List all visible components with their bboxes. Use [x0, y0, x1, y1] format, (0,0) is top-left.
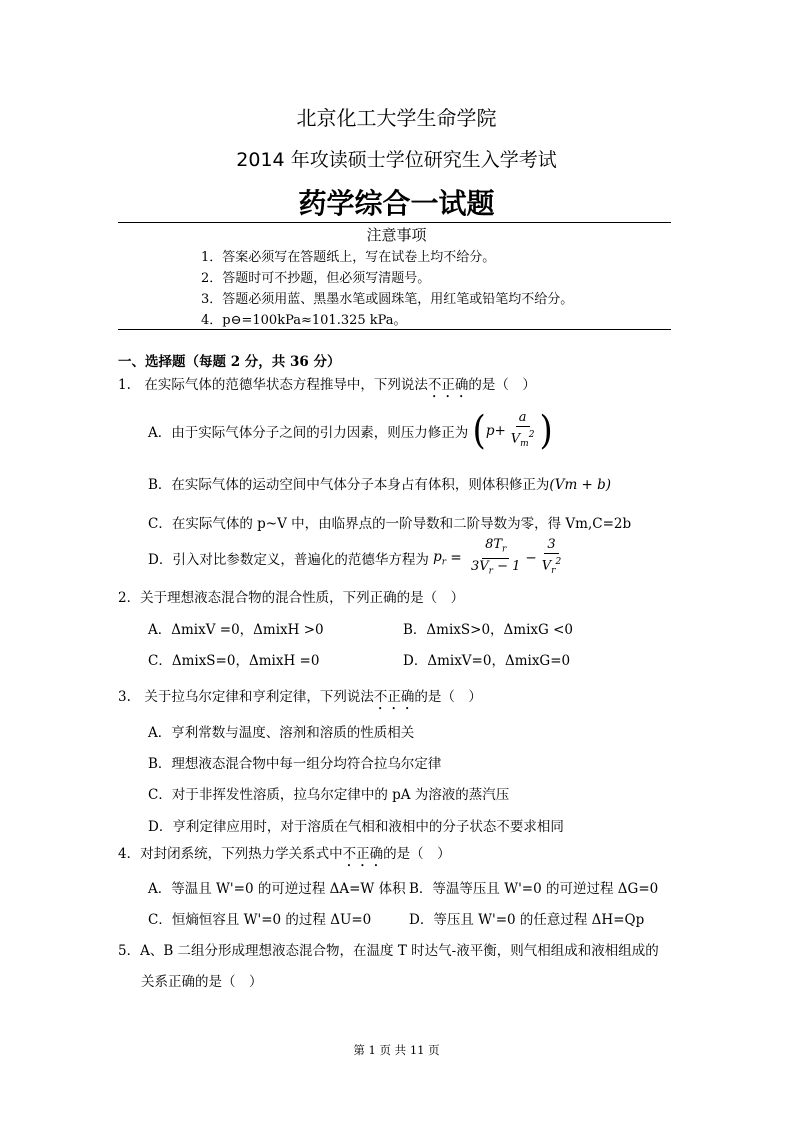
q1-stem [118, 373, 536, 401]
q1-a-formula-fraction: $\frac{a}{V_m^2}$ [510, 410, 535, 449]
q4-option-b: B．等温等压且 W'=0 的可逆过程 ΔG=0 [409, 881, 659, 897]
q4-option-a: A．等温且 W'=0 的可逆过程 ΔA=W 体积 [148, 881, 406, 897]
notice-item-3: 3．答题必须用蓝、黑墨水笔或圆珠笔，用红笔或铅笔均不给分。 [201, 292, 574, 307]
q1-a-formula-p: p [485, 422, 495, 439]
q3-option-c: C．对于非挥发性溶质，拉乌尔定律中的 pA 为溶液的蒸汽压 [148, 787, 510, 803]
q1-stem-emph: 不正确 [427, 377, 469, 393]
notice-title: 注意事项 [366, 226, 427, 244]
q1-option-d [148, 537, 566, 579]
q4-stem-pre: 4．对封闭系统，下列热力学关系式中 [118, 846, 343, 862]
q1-option-c: C．在实际气体的 p~V 中，由临界点的一阶导数和二阶导数为零，得 Vm,C=2b [148, 516, 632, 532]
q2-option-b: B．ΔmixS>0，ΔmixG <0 [403, 622, 574, 638]
q2-option-a: A．ΔmixV =0，ΔmixH >0 [148, 622, 324, 638]
q1-d-formula-minus: − [525, 550, 537, 567]
notice-item-1: 1．答案必须写在答题纸上，写在试卷上均不给分。 [201, 250, 496, 265]
q5-stem-line1: 5．A、B 二组分形成理想液态混合物，在温度 T 时达气-液平衡，则气相组成和液相组成的 [118, 943, 659, 959]
q4-stem [118, 842, 451, 870]
section-title: 一、选择题（每题 2 分，共 36 分） [118, 354, 341, 370]
q2-option-d: D．ΔmixV=0，ΔmixG=0 [403, 653, 571, 669]
q4-stem-post: 的是（ ） [383, 846, 451, 862]
q1-option-b-text: B．在实际气体的运动空间中气体分子本身占有体积，则体积修正为 [148, 477, 550, 493]
q3-stem-emph: 不正确 [373, 689, 415, 705]
notice-item-2: 2．答题时可不抄题，但必须写清题号。 [201, 271, 431, 286]
q3-stem [118, 685, 482, 713]
q4-option-c: C．恒熵恒容且 W'=0 的过程 ΔU=0 [148, 912, 372, 928]
q1-d-formula-eq: = [446, 550, 466, 567]
q1-stem-pre: 1. 在实际气体的范德华状态方程推导中，下列说法 [118, 377, 428, 393]
q1-a-formula-open: ( [472, 407, 486, 454]
q4-option-d: D．等压且 W'=0 的任意过程 ΔH=Qp [409, 912, 645, 928]
q1-d-formula-pr: $p_r$ [433, 548, 447, 568]
subject-title: 药学综合一试题 [298, 187, 495, 220]
notice-bottom-rule [118, 329, 671, 330]
q1-option-b [148, 473, 611, 493]
q3-stem-post: 的是（ ） [414, 689, 482, 705]
q1-d-formula-frac2: $\frac{3}{V_r^2}$ [541, 537, 562, 577]
q1-a-formula-close: ) [539, 407, 553, 454]
page-number: 第 1 页 共 11 页 [353, 1043, 440, 1057]
exam-title: 2014 年攻读硕士学位研究生入学考试 [236, 149, 557, 171]
q1-option-b-formula: (Vm + b) [549, 477, 612, 493]
q3-option-d: D．亨利定律应用时，对于溶质在气相和液相中的分子状态不要求相同 [148, 819, 564, 835]
school-title: 北京化工大学生命学院 [296, 106, 497, 130]
notice-item-4: 4．p⊖=100kPa≈101.325 kPa。 [201, 313, 407, 328]
q5-stem-line2: 关系正确的是（ ） [141, 974, 263, 990]
q3-option-a: A．亨利常数与温度、溶剂和溶质的性质相关 [148, 725, 415, 741]
q1-option-d-text: D．引入对比参数定义，普遍化的范德华方程为 [148, 552, 429, 569]
notice-top-rule [118, 222, 671, 223]
q1-option-a-text: A．由于实际气体分子之间的引力因素，则压力修正为 [148, 424, 469, 441]
q1-stem-post: 的是（ ） [468, 377, 536, 393]
q1-d-formula-frac1: $\frac{8T_r}{3V_r - 1}$ [471, 537, 521, 577]
q1-option-a [148, 407, 553, 454]
q2-option-c: C．ΔmixS=0，ΔmixH =0 [148, 653, 320, 669]
q3-stem-pre: 3. 关于拉乌尔定律和亨利定律，下列说法 [118, 689, 374, 705]
q4-stem-emph: 不正确 [342, 846, 384, 862]
q3-option-b: B．理想液态混合物中每一组分均符合拉乌尔定律 [148, 756, 442, 772]
q2-stem: 2．关于理想液态混合物的混合性质，下列正确的是（ ） [118, 590, 465, 606]
q1-a-formula-plus: + [494, 422, 506, 439]
